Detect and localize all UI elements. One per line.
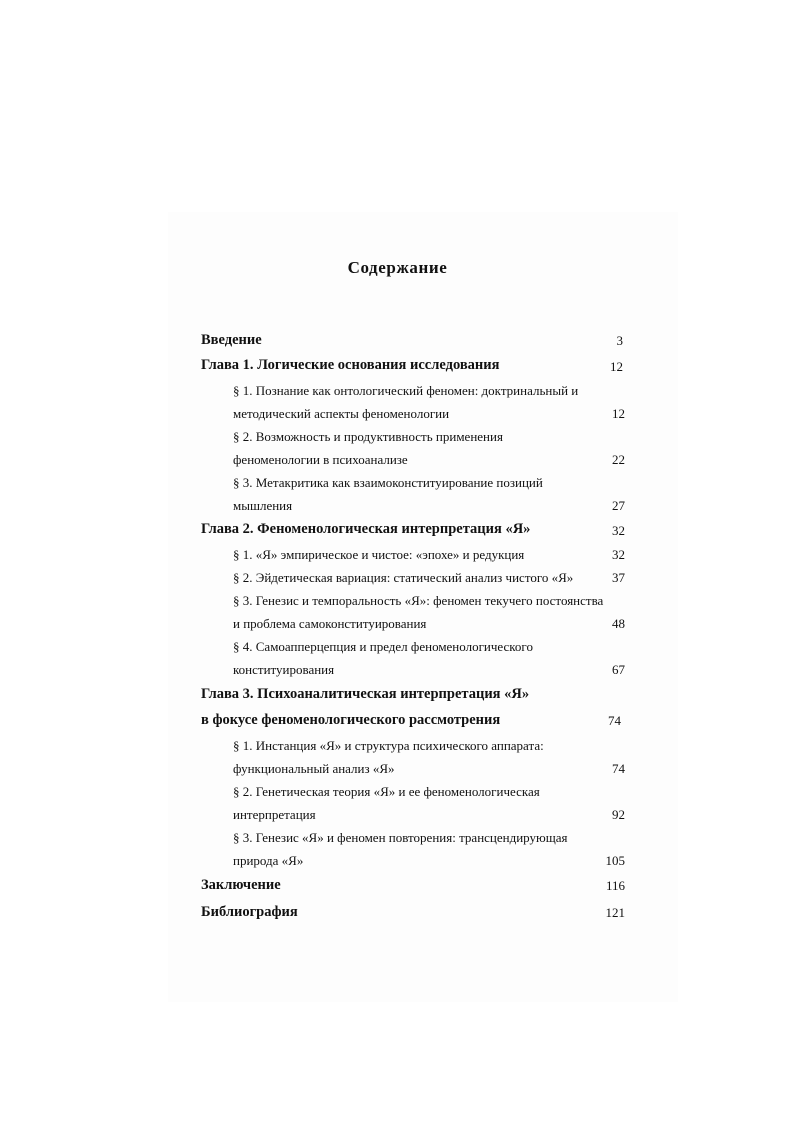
toc-chapter-3-line1: Глава 3. Психоаналитическая интерпретация «Я» xyxy=(201,686,530,702)
toc-bibliography-label: Библиография xyxy=(201,904,298,920)
toc-ch1-sec2-page: 22 xyxy=(612,452,625,467)
toc-ch1-sec3-page: 27 xyxy=(612,498,625,513)
toc-ch2-sec1-page: 32 xyxy=(612,547,625,562)
toc-ch3-sec3-line2: природа «Я» xyxy=(233,853,304,868)
toc-ch3-sec3-line1: § 3. Генезис «Я» и феномен повторения: трансцендирующая xyxy=(233,830,568,845)
toc-ch2-sec3-line1: § 3. Генезис и темпоральность «Я»: феномен текучего постоянства xyxy=(233,593,604,608)
toc-ch3-sec1-page: 74 xyxy=(612,761,625,776)
toc-ch1-sec2-line1: § 2. Возможность и продуктивность применения xyxy=(233,429,503,444)
toc-conclusion-label: Заключение xyxy=(201,877,281,893)
toc-ch3-sec1-line2: функциональный анализ «Я» xyxy=(233,761,395,776)
toc-ch2-sec4-line2: конституирования xyxy=(233,662,335,677)
toc-ch1-sec1-line2: методический аспекты феноменологии xyxy=(233,406,450,421)
toc-ch1-sec1-line1: § 1. Познание как онтологический феномен: доктринальный и xyxy=(233,383,579,398)
toc-chapter-3-page: 74 xyxy=(608,713,621,728)
toc-chapter-1-label: Глава 1. Логические основания исследования xyxy=(201,357,500,373)
toc-bibliography-page: 121 xyxy=(605,905,625,920)
toc-ch2-sec2-label: § 2. Эйдетическая вариация: статический анализ чистого «Я» xyxy=(233,570,574,585)
toc-ch2-sec3-page: 48 xyxy=(612,616,625,631)
toc-ch2-sec2-page: 37 xyxy=(612,570,625,585)
toc-ch3-sec1-line1: § 1. Инстанция «Я» и структура психического аппарата: xyxy=(233,738,544,753)
toc-intro-label: Введение xyxy=(201,332,262,348)
toc-ch3-sec2-line2: интерпретация xyxy=(233,807,316,822)
toc-ch3-sec2-line1: § 2. Генетическая теория «Я» и ее феноменологическая xyxy=(233,784,540,799)
toc-ch2-sec3-line2: и проблема самоконституирования xyxy=(233,616,427,631)
page-title: Содержание xyxy=(347,258,448,277)
toc-ch1-sec3-line2: мышления xyxy=(233,498,293,513)
toc-ch3-sec3-page: 105 xyxy=(605,853,625,868)
toc-ch1-sec3-line1: § 3. Метакритика как взаимоконституирование позиций xyxy=(233,475,543,490)
toc-ch1-sec1-page: 12 xyxy=(612,406,625,421)
toc-intro-page: 3 xyxy=(616,333,623,348)
toc-chapter-2-page: 32 xyxy=(612,523,625,538)
toc-chapter-2-label: Глава 2. Феноменологическая интерпретация «Я» xyxy=(201,521,531,537)
toc-conclusion-page: 116 xyxy=(605,878,625,893)
toc-chapter-1-page: 12 xyxy=(610,359,623,374)
toc-ch3-sec2-page: 92 xyxy=(612,807,625,822)
toc-chapter-3-line2: в фокусе феноменологического рассмотрения xyxy=(201,712,501,728)
toc-ch1-sec2-line2: феноменологии в психоанализе xyxy=(233,452,408,467)
toc-ch2-sec1-label: § 1. «Я» эмпирическое и чистое: «эпохе» и редукция xyxy=(233,547,525,562)
toc-ch2-sec4-line1: § 4. Самоапперцепция и предел феноменологического xyxy=(233,639,533,654)
toc-ch2-sec4-page: 67 xyxy=(612,662,625,677)
